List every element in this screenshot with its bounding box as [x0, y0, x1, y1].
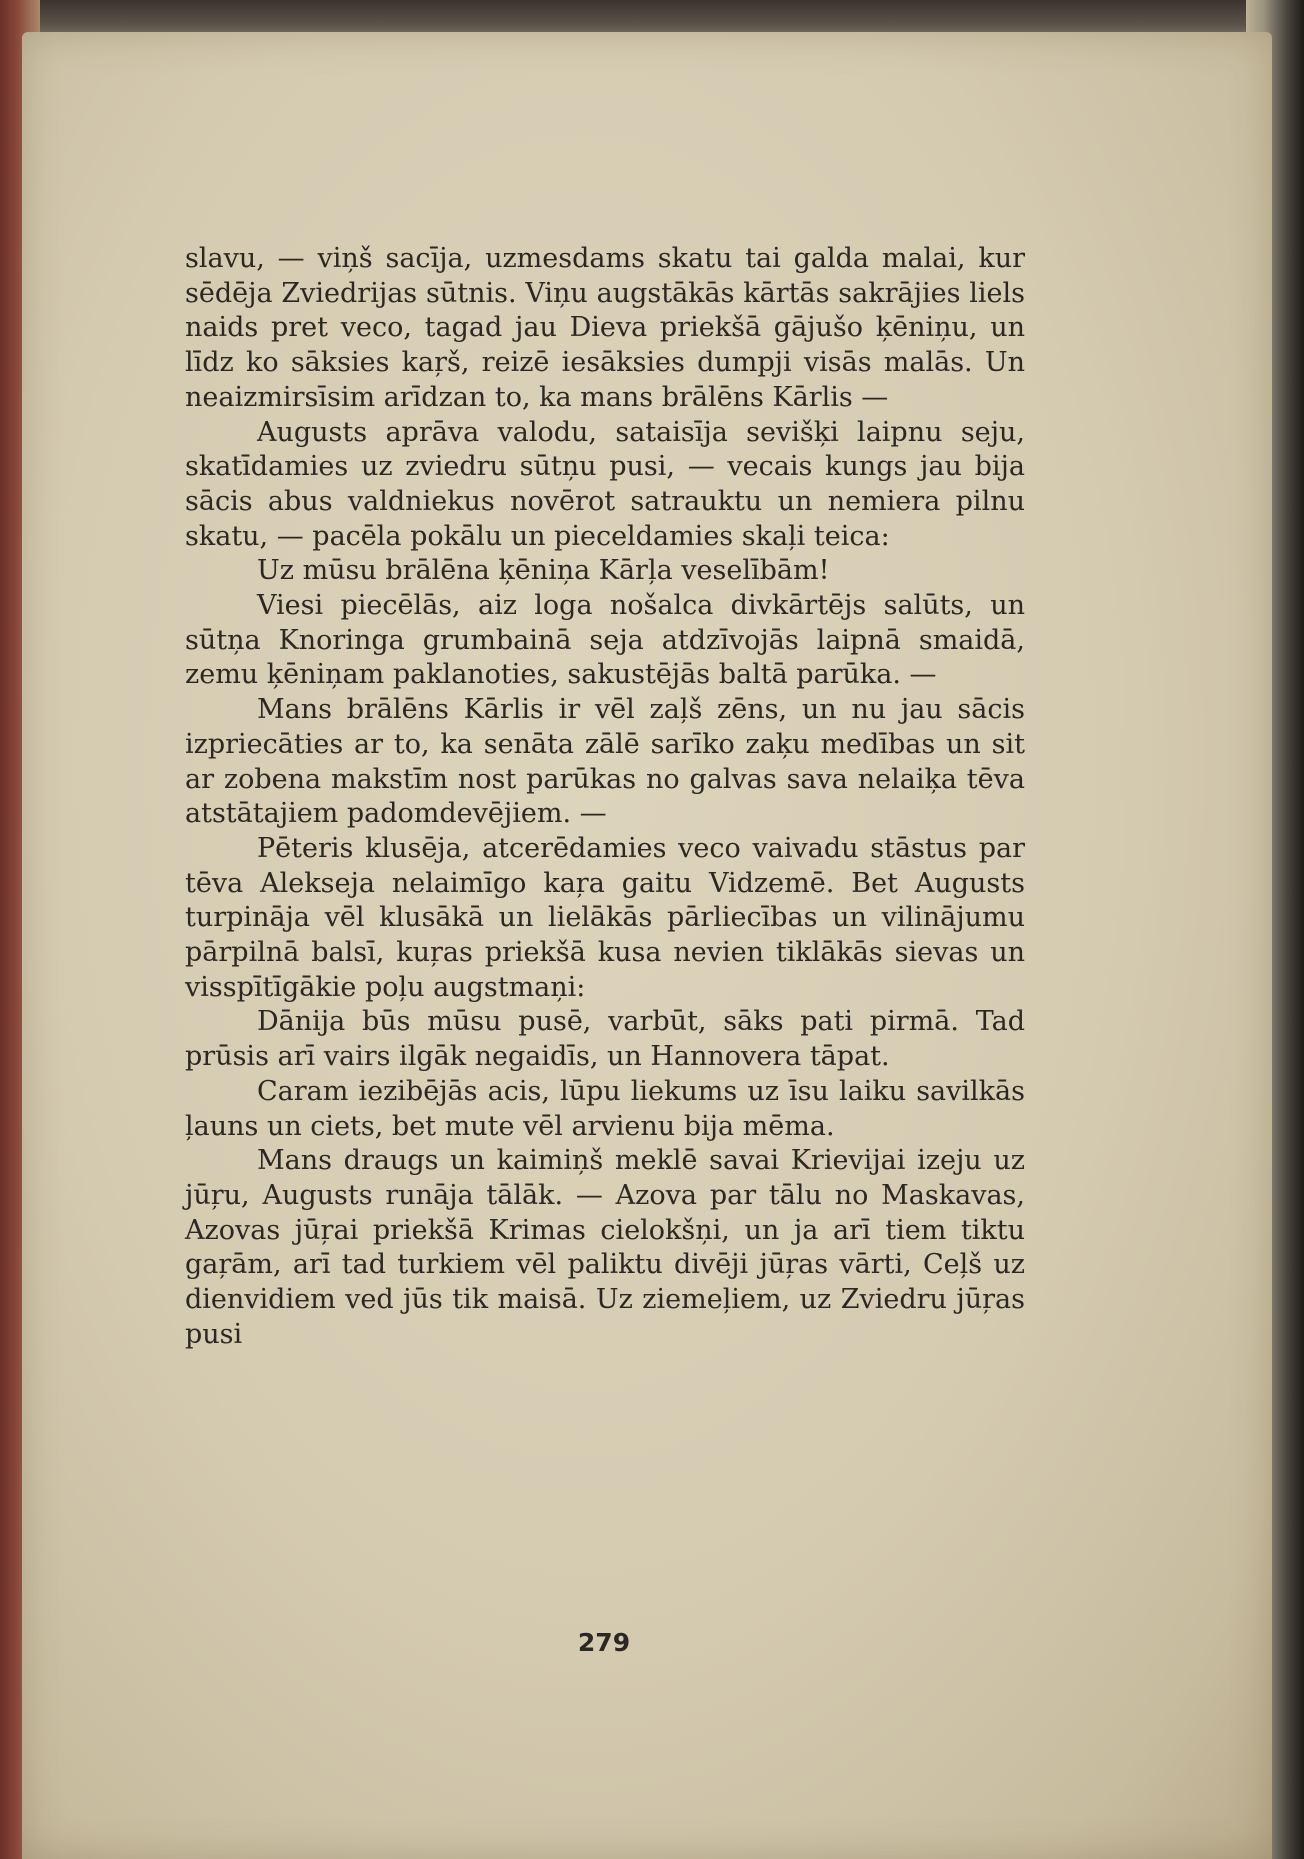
page-number: 279 — [577, 1628, 631, 1657]
paragraph-4: Viesi piecēlās, aiz loga nošalca divkārtējs salūts, un sūtņa Knoringa grumbainā seja atdzīvojās laipnā smaidā, zemu ķēniņam paklanoties, sakustējās baltā parūka. — — [185, 590, 1025, 691]
paragraph-9: Mans draugs un kaimiņš meklē savai Krievijai izeju uz jūŗu, Augusts runāja tālāk. — Azova par tālu no Maskavas, Azovas jūŗai priekšā Krimas cielokšņi, un ja arī tiem tiktu gaŗām, arī tad turkiem vēl paliktu divēji jūŗas vārti, Ceļš uz dienvidiem ved jūs tik maisā. Uz ziemeļiem, uz Zviedru jūŗas pusi — [185, 1145, 1025, 1350]
paragraph-7: Dānija būs mūsu pusē, varbūt, sāks pati pirmā. Tad prūsis arī vairs ilgāk negaidīs, un Hannovera tāpat. — [185, 1006, 1025, 1073]
paragraph-2: Augusts aprāva valodu, sataisīja sevišķi laipnu seju, skatīdamies uz zviedru sūtņu pusi, — vecais kungs jau bija sācis abus valdniekus novērot satrauktu un nemiera pilnu skatu, — pacēla pokālu un pieceldamies skaļi teica: — [185, 416, 1025, 552]
paragraph-6: Pēteris klusēja, atcerēdamies veco vaivadu stāstus par tēva Alekseja nelaimīgo kaŗa gaitu Vidzemē. Bet Augusts turpināja vēl klusākā un lielākās pārliecības un vilinājumu pārpilnā balsī, kuŗas priekšā kusa nevien tiklākās sievas un visspītīgākie poļu augstmaņi: — [185, 832, 1025, 1003]
page-sheet — [22, 32, 1272, 1859]
paragraph-8: Caram iezibējās acis, lūpu liekums uz īsu laiku savilkās ļauns un ciets, bet mute vēl arvienu bija mēma. — [185, 1075, 1025, 1142]
paragraph-3: Uz mūsu brālēna ķēniņa Kārļa veselībām! — [257, 555, 830, 587]
paragraph-5: Mans brālēns Kārlis ir vēl zaļš zēns, un nu jau sācis izpriecāties ar to, ka senāta zālē sarīko zaķu medības un sit ar zobena makstīm nost parūkas no galvas sava nelaiķa tēva atstātajiem padomdevējiem. — — [185, 694, 1025, 830]
paragraph-1: slavu, — viņš sacīja, uzmesdams skatu tai galda malai, kur sēdēja Zviedrijas sūtnis. Viņu augstākās kārtās sakrājies liels naids pret veco, tagad jau Dieva priekšā gājušo ķēniņu, un līdz ko sāksies kaŗš, reizē iesāksies dumpji visās malās. Un neaizmirsīsim arīdzan to, ka mans brālēns Kārlis — — [185, 243, 1025, 413]
body-text — [185, 242, 1025, 1353]
